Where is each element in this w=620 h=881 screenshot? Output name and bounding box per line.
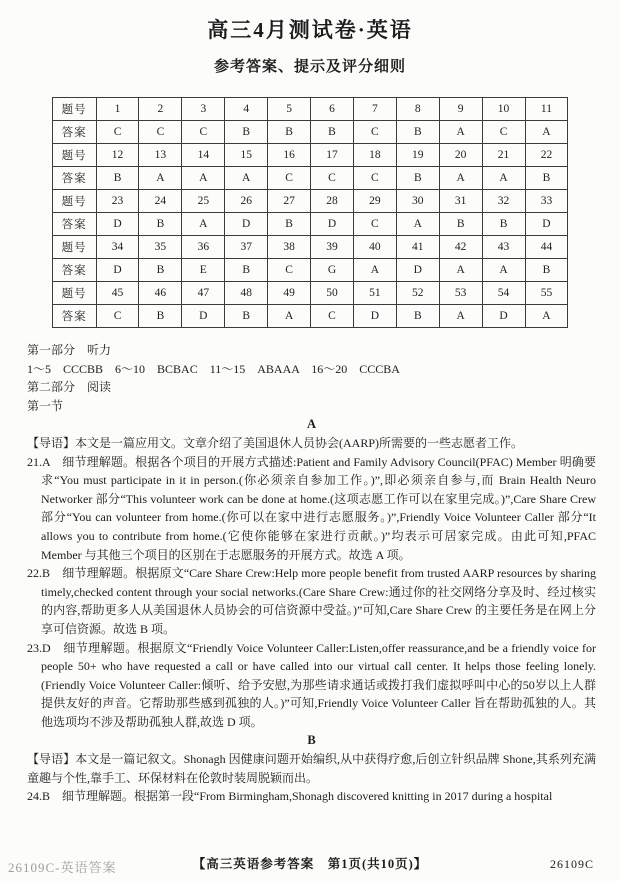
question-number-cell: 17	[311, 144, 354, 167]
explanation-item-23: 23.D 细节理解题。根据原文“Friendly Voice Volunteer Caller:Listen,offer reassurance,and be a friendly voice for people 50+ who have requested a call or have called into our virtual call center. It helps those feeling lonely.(Friendly Voice Volunteer Caller:倾听、给予安慰,为那些请求通话或拨打我们虚拟呼叫中心的50岁以上人群提供友好的声音。它帮助那些感到孤独的人。)”可知,Friendly Voice Volunteer Caller 旨在帮助孤独的人。其他选项均不涉及帮助孤独人群,故选 D 项。	[27, 640, 596, 729]
answer-cell: A	[525, 121, 568, 144]
answer-cell: A	[482, 259, 525, 282]
question-number-cell: 23	[96, 190, 139, 213]
part2-heading: 第二部分 阅读	[27, 380, 112, 395]
question-number-cell: 16	[268, 144, 311, 167]
question-number-cell: 55	[525, 282, 568, 305]
question-number-cell: 27	[268, 190, 311, 213]
question-number-cell: 6	[311, 98, 354, 121]
answer-cell: C	[139, 121, 182, 144]
question-number-cell: 3	[182, 98, 225, 121]
answer-cell: A	[182, 213, 225, 236]
question-number-cell: 15	[225, 144, 268, 167]
question-number-cell: 50	[311, 282, 354, 305]
question-number-cell: 51	[353, 282, 396, 305]
question-number-cell: 35	[139, 236, 182, 259]
answer-cell: B	[439, 213, 482, 236]
row-label: 答案	[52, 305, 96, 328]
explanation-item-22: 22.B 细节理解题。根据原文“Care Share Crew:Help more people benefit from trusted AARP resources by sharing timely,checked content through your social networks.(Care Share Crew:通过你的社交网络分享及时、经过核实的内容,帮助更多人从美国退休人员协会的可信资源中受益。)”可知,Care Share Crew 的主要任务是在网上分享可信资源。故选 B 项。	[27, 566, 596, 636]
question-number-cell: 32	[482, 190, 525, 213]
page-subtitle: 参考答案、提示及评分细则	[213, 59, 406, 75]
row-label: 答案	[52, 213, 96, 236]
answer-cell: C	[311, 305, 354, 328]
question-number-cell: 38	[268, 236, 311, 259]
answer-cell: D	[96, 213, 139, 236]
question-number-cell: 9	[439, 98, 482, 121]
answer-cell: A	[182, 167, 225, 190]
answer-cell: A	[439, 121, 482, 144]
answer-cell: B	[225, 305, 268, 328]
answer-cell: B	[268, 121, 311, 144]
answer-cell: B	[525, 259, 568, 282]
answer-cell: B	[396, 121, 439, 144]
question-number-cell: 41	[396, 236, 439, 259]
answer-cell: D	[311, 213, 354, 236]
question-number-cell: 52	[396, 282, 439, 305]
answer-cell: A	[268, 305, 311, 328]
question-number-cell: 12	[96, 144, 139, 167]
row-label: 题号	[52, 144, 96, 167]
page-title: 高三4月测试卷·英语	[207, 18, 413, 42]
answer-cell: D	[96, 259, 139, 282]
passage-a-label: A	[306, 417, 317, 432]
answer-cell: B	[225, 121, 268, 144]
question-number-cell: 5	[268, 98, 311, 121]
question-number-cell: 43	[482, 236, 525, 259]
question-number-cell: 28	[311, 190, 354, 213]
answer-cell: C	[182, 121, 225, 144]
answer-cell: D	[182, 305, 225, 328]
question-number-cell: 54	[482, 282, 525, 305]
question-number-cell: 33	[525, 190, 568, 213]
answer-explanations	[27, 341, 596, 806]
question-number-cell: 39	[311, 236, 354, 259]
answer-cell: D	[525, 213, 568, 236]
answer-cell: B	[225, 259, 268, 282]
row-label: 题号	[52, 236, 96, 259]
answer-cell: A	[439, 305, 482, 328]
row-label: 题号	[52, 98, 96, 121]
question-number-cell: 14	[182, 144, 225, 167]
answer-cell: C	[311, 167, 354, 190]
answer-cell: B	[311, 121, 354, 144]
question-number-cell: 2	[139, 98, 182, 121]
answer-cell: C	[268, 167, 311, 190]
section1-heading: 第一节	[27, 398, 64, 413]
question-number-cell: 11	[525, 98, 568, 121]
question-number-cell: 36	[182, 236, 225, 259]
answer-cell: B	[396, 305, 439, 328]
answer-cell: B	[139, 259, 182, 282]
answer-cell: C	[482, 121, 525, 144]
answer-cell: B	[96, 167, 139, 190]
question-number-cell: 37	[225, 236, 268, 259]
question-number-cell: 1	[96, 98, 139, 121]
passage-a-intro: 【导语】本文是一篇应用文。文章介绍了美国退休人员协会(AARP)所需要的一些志愿者工作。	[27, 435, 524, 450]
question-number-cell: 8	[396, 98, 439, 121]
question-number-cell: 19	[396, 144, 439, 167]
answer-cell: C	[353, 121, 396, 144]
question-number-cell: 7	[353, 98, 396, 121]
question-number-cell: 26	[225, 190, 268, 213]
answer-table	[52, 97, 569, 328]
question-number-cell: 46	[139, 282, 182, 305]
question-number-cell: 34	[96, 236, 139, 259]
answer-cell: D	[225, 213, 268, 236]
question-number-cell: 10	[482, 98, 525, 121]
answer-cell: D	[353, 305, 396, 328]
footer-page-label: 【高三英语参考答案 第1页(共10页)】	[192, 857, 428, 871]
question-number-cell: 25	[182, 190, 225, 213]
question-number-cell: 53	[439, 282, 482, 305]
question-number-cell: 30	[396, 190, 439, 213]
question-number-cell: 45	[96, 282, 139, 305]
answer-cell: G	[311, 259, 354, 282]
answer-cell: A	[139, 167, 182, 190]
question-number-cell: 31	[439, 190, 482, 213]
answer-cell: B	[139, 213, 182, 236]
question-number-cell: 47	[182, 282, 225, 305]
answer-cell: C	[268, 259, 311, 282]
answer-cell: E	[182, 259, 225, 282]
explanation-item-24: 24.B 细节理解题。根据第一段“From Birmingham,Shonagh discovered knitting in 2017 during a hospital	[27, 789, 553, 804]
listening-answer-key: 1～5 CCCBB 6～10 BCBAC 11～15 ABAAA 16～20 CCCBA	[27, 361, 400, 376]
answer-cell: B	[525, 167, 568, 190]
question-number-cell: 24	[139, 190, 182, 213]
question-number-cell: 48	[225, 282, 268, 305]
answer-cell: C	[96, 121, 139, 144]
answer-cell: C	[353, 167, 396, 190]
row-label: 答案	[52, 167, 96, 190]
answer-cell: B	[396, 167, 439, 190]
question-number-cell: 42	[439, 236, 482, 259]
answer-cell: A	[225, 167, 268, 190]
answer-cell: A	[525, 305, 568, 328]
answer-cell: C	[353, 213, 396, 236]
answer-cell: B	[482, 213, 525, 236]
question-number-cell: 4	[225, 98, 268, 121]
question-number-cell: 13	[139, 144, 182, 167]
answer-cell: A	[396, 213, 439, 236]
answer-cell: B	[139, 305, 182, 328]
answer-cell: B	[268, 213, 311, 236]
question-number-cell: 18	[353, 144, 396, 167]
question-number-cell: 22	[525, 144, 568, 167]
footer-paper-code: 26109C	[549, 857, 594, 871]
answer-cell: C	[96, 305, 139, 328]
passage-b-label: B	[307, 733, 316, 748]
explanation-item-21: 21.A 细节理解题。根据各个项目的开展方式描述:Patient and Family Advisory Council(PFAC) Member 明确要求“You must participate in it in person.(你必须亲自参加工作。)”,即必须亲自参与,而 Brain Health Neuro Networker 部分“This volunteer work can be done at home.(这项志愿工作可以在家里完成。)”,Care Share Crew 部分“You can volunteer from home.(你可以在家中进行志愿服务。)”,Friendly Voice Volunteer Caller 部分“It allows you to contribute from home.(它使你能够在家进行贡献。)”均表示可居家完成。由此可知,PFAC Member 与其他三个项目的区别在于志愿服务的开展方式。故选 A 项。	[27, 454, 596, 562]
question-number-cell: 49	[268, 282, 311, 305]
answer-cell: D	[396, 259, 439, 282]
answer-cell: A	[353, 259, 396, 282]
question-number-cell: 40	[353, 236, 396, 259]
answer-cell: D	[482, 305, 525, 328]
row-label: 答案	[52, 259, 96, 282]
answer-cell: A	[439, 259, 482, 282]
row-label: 题号	[52, 282, 96, 305]
question-number-cell: 44	[525, 236, 568, 259]
part1-heading: 第一部分 听力	[27, 343, 112, 357]
passage-b-intro: 【导语】本文是一篇记叙文。Shonagh 因健康问题开始编织,从中获得疗愈,后创立针织品牌 Shone,其系列充满童趣与个性,靠手工、环保材料在伦敦时装周脱颖而出。	[27, 752, 596, 785]
question-number-cell: 21	[482, 144, 525, 167]
row-label: 题号	[52, 190, 96, 213]
answer-cell: A	[482, 167, 525, 190]
row-label: 答案	[52, 121, 96, 144]
question-number-cell: 20	[439, 144, 482, 167]
corner-watermark: 26109C-英语答案	[8, 860, 117, 875]
answer-cell: A	[439, 167, 482, 190]
question-number-cell: 29	[353, 190, 396, 213]
